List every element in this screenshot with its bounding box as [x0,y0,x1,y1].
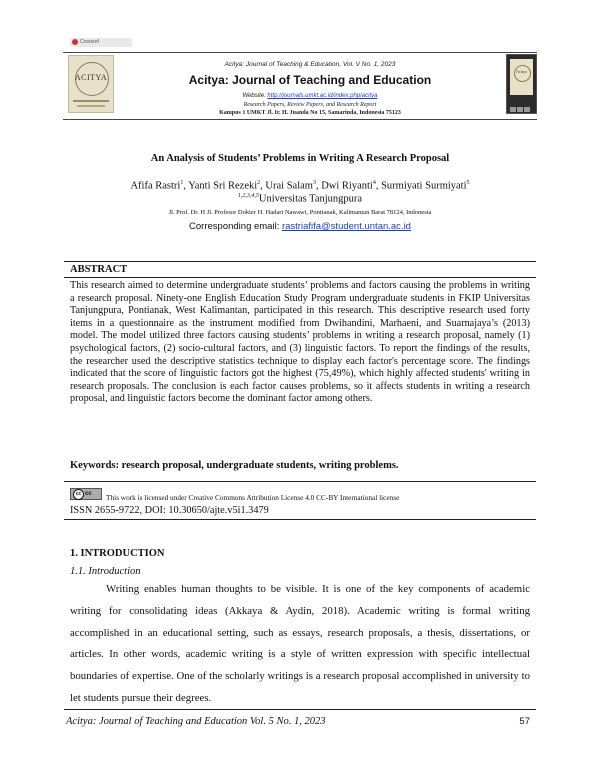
issn-doi: ISSN 2655-9722, DOI: 10.30650/ajte.v5i1.3479 [70,505,269,516]
email-label: Corresponding email: [189,221,280,232]
page-number: 57 [519,716,530,727]
abstract-heading-rule [64,277,536,278]
logo-text: ACITYA [74,73,108,82]
crossref-label: Crossref [80,39,99,45]
affiliation-name: Universitas Tanjungpura [258,193,363,205]
abstract-heading: ABSTRACT [70,264,128,275]
subsection-heading: 1.1. Introduction [70,566,141,577]
email-link[interactable]: rastriafifa@student.untan.ac.id [281,221,411,232]
abstract-top-rule [64,261,536,262]
introduction-text: Writing enables human thoughts to be visible. It is one of the key components of academic writing for consolidating ideas (Akkaya & Aydin, 2018). Academic writing is formal writing accomplished in an educational setting, such as essays, research proposals, a thesis, dissertations, or articles. In other words, academic writing is a style of written expression with specific intellectual boundaries of expertise. One of the scholarly writings is a research proposal accomplished in university to let students pursue their degrees. [70,583,530,704]
journal-subtitle: Research Papers, Review Papers, and Research Report [243,102,377,108]
crossref-badge[interactable] [70,38,132,47]
license-text: This work is licensed under Creative Commons Attribution License 4.0 CC-BY International license [106,493,400,502]
website-label: Website: [242,93,266,99]
abstract-body: This research aimed to determine undergraduate students’ problems and factors causing the problems in writing a research proposal. Ninety-one English Education Study Program undergraduate students in FKIP Universitas Tanjungpura, Pontianak, West Kalimantan, participated in this research. This descriptive research used forty items in a questionnaire as the instrument modified from Dwihandini, Marhaeni, and Suarnajaya’s (2013) model. The model utilized three factors causing students’ problems in writing a research proposal, namely (1) psychological factors, (2) socio-cultural factors, and (3) linguistic factors. To report the findings of the results, the researcher used the descriptive statistics technique to display each factor's percentage score. The findings indicated that the score of linguistic factors got the highest (75,49%), which highly affected students' writing in research proposals. The conclusion is each factor causes problems, so it affects students in writing a research proposal, and linguistic factors become the dominant factor among others. [70,280,530,405]
author-name: Afifa Rastri [130,180,181,192]
journal-series-line: Acitya: Journal of Teaching & Education, Vol. V No. 1, 2023 [224,61,396,68]
journal-address: Kampus 1 UMKT Jl. Ir. H. Juanda No 15, Samarinda, Indonesia 75123 [219,110,401,116]
keywords-rule [64,481,536,482]
affiliation [64,193,536,205]
author-name: Dwi Riyanti [321,180,373,192]
author-name: Yanti Sri Rezeki [188,180,258,192]
footer-citation: Acitya: Journal of Teaching and Education Vol. 5 No. 1, 2023 [66,716,326,727]
website-link[interactable]: http://journals.umkt.ac.id/index.php/acitya [267,93,378,99]
cc-license-icon[interactable] [70,488,102,500]
author-name: Surmiyati Surmiyati [381,180,467,192]
cc-circle-icon: cc [73,489,84,500]
author-name: Urai Salam [265,180,313,192]
introduction-body [70,579,530,710]
corresponding-email [64,221,536,232]
keywords: Keywords: research proposal, undergraduate students, writing problems. [70,460,399,471]
cover-text: Acitya [516,69,527,74]
journal-cover-thumbnail [506,54,537,114]
license-rule [64,519,536,520]
affiliation-sup: 1,2,3,4,5 [237,193,259,199]
paper-title: An Analysis of Students’ Problems in Writing A Research Proposal [150,153,450,164]
footer-rule [64,709,536,710]
crossref-icon [72,39,78,45]
journal-logo [68,55,114,113]
affiliation-address: Jl. Prof. Dr. H Jl. Profesor Dokter H. Hadari Nawawi, Pontianak, Kalimantan Barat 78124, Indonesia [168,209,432,216]
journal-title: Acitya: Journal of Teaching and Education [188,73,432,87]
cc-badge-text: cc [85,491,92,497]
journal-website [120,93,500,99]
author-list: Afifa Rastri$^1$, Yanti Sri Rezeki$^2$, Urai Salam$^3$, Dwi Riyanti$^4$, Surmiyati Surmiyati$^5$ [130,180,470,192]
section-heading: 1. INTRODUCTION [70,548,165,559]
